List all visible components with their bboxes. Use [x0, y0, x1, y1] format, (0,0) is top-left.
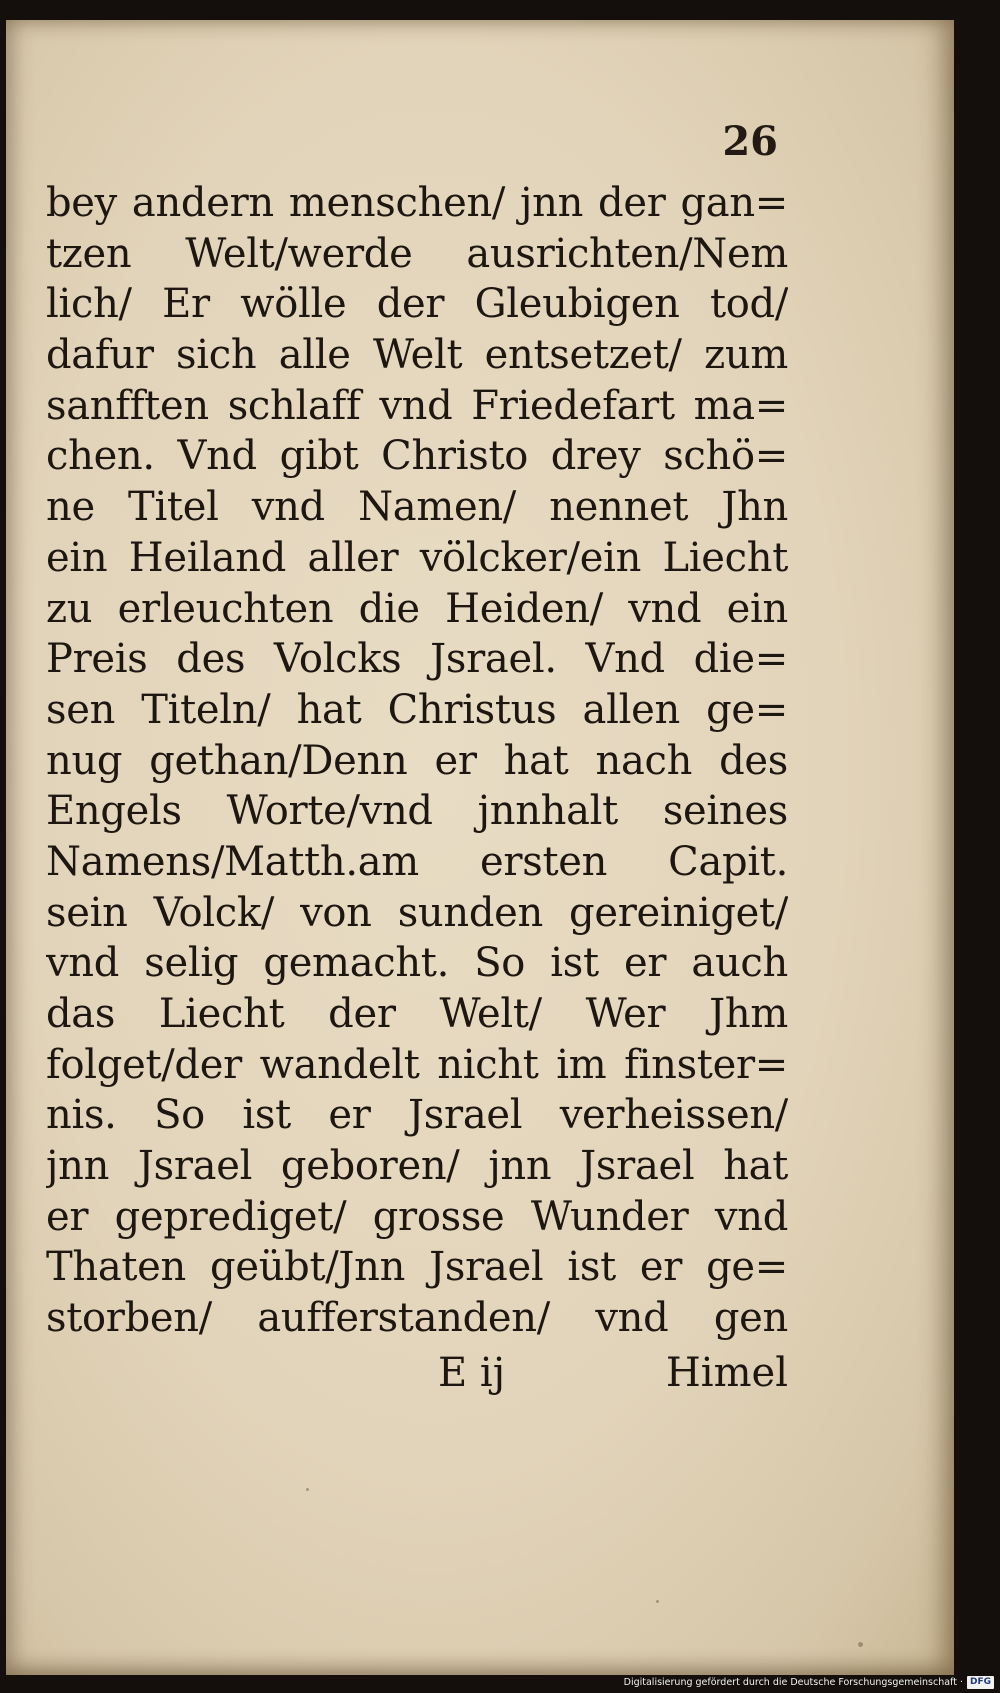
signature-mark: E ij — [438, 1350, 506, 1396]
book-page — [6, 20, 954, 1675]
text-line: lich/ Er wölle der Gleubigen tod/ — [46, 281, 788, 328]
text-line: Namens/Matth.am ersten Capit. — [46, 838, 788, 885]
signature-line — [46, 1350, 788, 1400]
text-line: storben/ aufferstanden/ vnd gen — [46, 1295, 788, 1342]
paper-speck — [656, 1600, 659, 1603]
text-line: nis. So ist er Jsrael verheissen/ — [46, 1092, 788, 1139]
text-line: Engels Worte/vnd jnnhalt seines — [46, 788, 788, 835]
text-line: Preis des Volcks Jsrael. Vnd die= — [46, 636, 788, 683]
text-line: jnn Jsrael geboren/ jnn Jsrael hat — [46, 1143, 788, 1190]
footer-text: Digitalisierung gefördert durch die Deutsche Forschungsgemeinschaft · — [623, 1677, 963, 1688]
text-line: vnd selig gemacht. So ist er auch — [46, 940, 788, 987]
page-number: 26 — [722, 118, 778, 165]
text-line: sein Volck/ von sunden gereiniget/ — [46, 889, 788, 936]
text-line: ein Heiland aller völcker/ein Liecht — [46, 534, 788, 581]
text-line: er geprediget/ grosse Wunder vnd — [46, 1193, 788, 1240]
paper-speck — [858, 1642, 863, 1647]
text-line: zu erleuchten die Heiden/ vnd ein — [46, 585, 788, 632]
text-line: das Liecht der Welt/ Wer Jhm — [46, 991, 788, 1037]
text-line: chen. Vnd gibt Christo drey schö= — [46, 433, 788, 480]
text-line: nug gethan/Denn er hat nach des — [46, 737, 788, 784]
catchword: Himel — [665, 1350, 788, 1396]
text-line: Thaten geübt/Jnn Jsrael ist er ge= — [46, 1244, 788, 1291]
paper-speck — [306, 1488, 309, 1491]
text-line: sen Titeln/ hat Christus allen ge= — [46, 686, 788, 733]
text-line: sanfften schlaff vnd Friedefart ma= — [46, 382, 788, 429]
digitization-footer — [624, 1674, 994, 1691]
text-line: bey andern menschen/ jnn der gan= — [46, 180, 788, 226]
dfg-logo: DFG — [967, 1676, 994, 1689]
text-line: dafur sich alle Welt entsetzet/ zum — [46, 332, 788, 379]
text-line: ne Titel vnd Namen/ nennet Jhn — [46, 484, 788, 531]
text-line: tzen Welt/werde ausrichten/Nem — [46, 230, 788, 277]
text-line: folget/der wandelt nicht im finster= — [46, 1041, 788, 1088]
body-text — [46, 178, 788, 1344]
